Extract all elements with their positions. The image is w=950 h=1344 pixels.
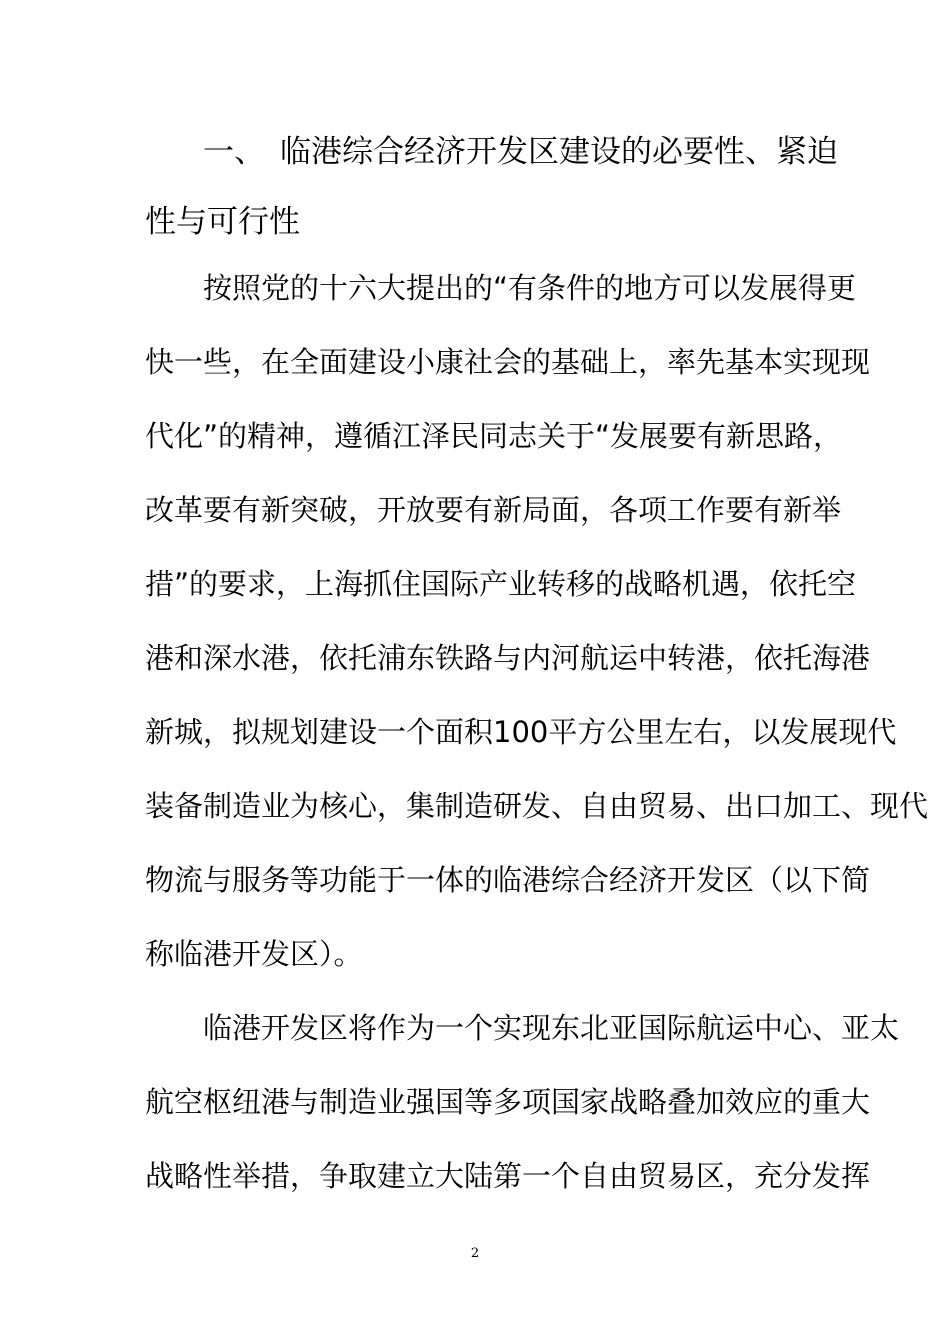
section-number: 一、 bbox=[203, 134, 265, 170]
paragraph-1-line: 物流与服务等功能于一体的临港综合经济开发区（以下简 bbox=[145, 863, 871, 897]
paragraph-1-line: 快一些，在全面建设小康社会的基础上，率先基本实现现 bbox=[145, 345, 871, 379]
paragraph-1-line: 港和深水港，依托浦东铁路与内河航运中转港，依托海港 bbox=[145, 641, 871, 675]
paragraph-1-line: 改革要有新突破，开放要有新局面，各项工作要有新举 bbox=[145, 493, 842, 527]
paragraph-2-line: 临港开发区将作为一个实现东北亚国际航运中心、亚太 bbox=[203, 1011, 900, 1045]
section-heading-line-2: 性与可行性 bbox=[145, 204, 300, 240]
paragraph-2-line: 战略性举措，争取建立大陆第一个自由贸易区，充分发挥 bbox=[145, 1159, 871, 1193]
paragraph-1-line: 代化”的精神，遵循江泽民同志关于“发展要有新思路， bbox=[145, 419, 843, 453]
page-number: 2 bbox=[470, 1246, 480, 1261]
paragraph-1-line: 措”的要求，上海抓住国际产业转移的战略机遇，依托空 bbox=[145, 567, 857, 601]
paragraph-2-line: 航空枢纽港与制造业强国等多项国家战略叠加效应的重大 bbox=[145, 1085, 871, 1119]
paragraph-1-line: 按照党的十六大提出的“有条件的地方可以发展得更 bbox=[203, 271, 857, 305]
paragraph-1-line: 称临港开发区）。 bbox=[145, 937, 363, 971]
section-heading-line-1: 临港综合经济开发区建设的必要性、紧迫 bbox=[280, 134, 838, 170]
paragraph-1-line: 新城，拟规划建设一个面积100平方公里左右，以发展现代 bbox=[145, 715, 897, 749]
paragraph-1-line: 装备制造业为核心，集制造研发、自由贸易、出口加工、现代 bbox=[145, 789, 929, 823]
